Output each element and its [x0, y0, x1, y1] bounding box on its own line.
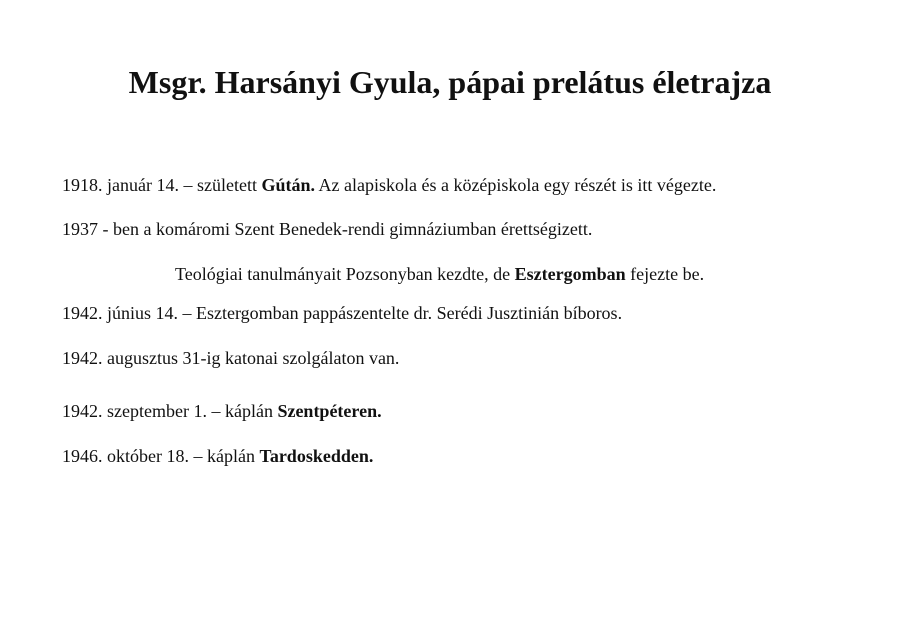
line-text: Az alapiskola és a középiskola egy részét is itt végezte. [314, 175, 717, 195]
page-title: Msgr. Harsányi Gyula, pápai prelátus életrajza [128, 64, 772, 100]
line-text: 1946. október 18. – káplán [62, 446, 260, 466]
place-name: Gútán. [261, 175, 315, 195]
biography-line [175, 263, 704, 285]
line-text: 1918. január 14. – született [62, 175, 262, 195]
line-text: 1942. szeptember 1. – káplán [62, 401, 278, 421]
biography-line [62, 174, 716, 196]
line-text: fejezte be. [625, 264, 705, 284]
place-name: Esztergomban [514, 264, 626, 284]
biography-line [62, 400, 382, 422]
place-name: Szentpéteren. [277, 401, 382, 421]
biography-line [62, 445, 373, 467]
biography-line [62, 347, 399, 369]
line-text: 1942. június 14. – Esztergomban pappászentelte dr. Serédi Jusztinián bíboros. [62, 303, 623, 323]
biography-line [62, 302, 622, 324]
line-text: 1937 - ben a komáromi Szent Benedek-rendi gimnáziumban érettségizett. [62, 219, 593, 239]
line-text: Teológiai tanulmányait Pozsonyban kezdte, de [175, 264, 515, 284]
biography-line [62, 218, 592, 240]
place-name: Tardoskedden. [259, 446, 374, 466]
line-text: 1942. augusztus 31-ig katonai szolgálaton van. [62, 348, 400, 368]
